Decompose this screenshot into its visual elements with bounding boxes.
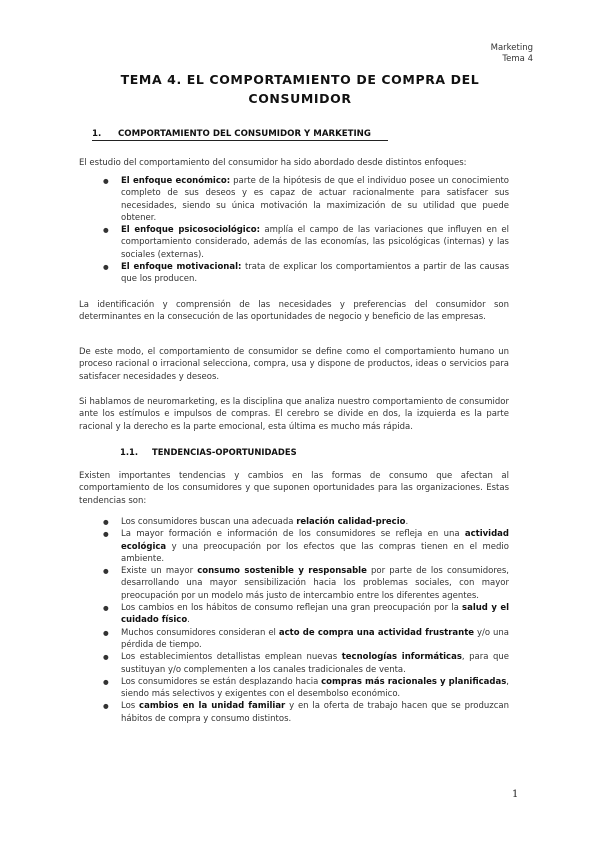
list-item-text: Los xyxy=(121,701,140,712)
list-item-text: Los consumidores buscan una adecuada xyxy=(121,517,297,527)
list-item xyxy=(79,700,509,725)
section-1-1-title: TENDENCIAS-OPORTUNIDADES xyxy=(152,447,297,457)
list-item-text: parte de la hipótesis de que el individuo posee un conocimiento completo de sus deseos y es capaz de actuar racionalmente para satisfacer sus necesidades, siendo su única motivación la maximización de su utilidad que puede obtener. xyxy=(121,176,509,223)
list-item-bold: cambios en la unidad familiar xyxy=(139,701,286,712)
enfoques-list xyxy=(79,175,509,286)
list-item-bold: El enfoque económico: xyxy=(121,176,231,186)
list-item-bold: consumo sostenible y responsable xyxy=(197,566,367,577)
list-item xyxy=(79,565,509,602)
section-1-number: 1. xyxy=(92,129,102,139)
list-item-bold: acto de compra una actividad frustrante xyxy=(278,627,475,638)
list-item xyxy=(79,627,509,652)
list-item xyxy=(79,651,509,676)
list-item-text: y en la oferta de trabajo hacen que se produzcan hábitos de compra y consumo distintos. xyxy=(121,701,510,724)
section-1-1-heading xyxy=(120,447,297,457)
list-item-text: , siendo más selectivos y exigentes con el desembolso económico. xyxy=(121,676,509,700)
list-item-text: Los consumidores se están desplazando hacia xyxy=(121,676,322,687)
list-item-text: Los establecimientos detallistas emplean nuevas xyxy=(121,652,342,663)
tendencias-list xyxy=(79,516,509,725)
paragraph-definicion: De este modo, el comportamiento de consumidor se define como el comportamiento humano un proceso racional o irracional selecciona, compra, usa y dispone de productos, ideas o servicios para satisfacer necesidades y deseos. xyxy=(79,347,509,382)
list-item-text: y/o una pérdida de tiempo. xyxy=(121,627,510,650)
list-item xyxy=(79,224,509,261)
list-item-text: La mayor formación e información de los consumidores se refleja en una xyxy=(121,529,465,540)
section-1-heading xyxy=(92,129,388,141)
list-item xyxy=(79,602,509,627)
list-item-text: . xyxy=(405,517,409,527)
list-item-text: Muchos consumidores consideran el xyxy=(121,627,279,638)
list-item-text: y una preocupación por los efectos que las compras tienen en el medio ambiente. xyxy=(121,541,509,564)
list-item-bold: El enfoque psicosociológico: xyxy=(121,225,260,236)
list-item-bold: tecnologías informáticas xyxy=(341,652,462,663)
intro-paragraph: El estudio del comportamiento del consumidor ha sido abordado desde distintos enfoques: xyxy=(79,158,467,168)
page-title xyxy=(100,70,500,108)
list-item-text: . xyxy=(187,615,190,626)
list-item-bold: actividad ecológica xyxy=(121,529,509,552)
list-item-bold: El enfoque motivacional: xyxy=(121,262,242,273)
list-item xyxy=(79,516,509,528)
list-item-text: por parte de los consumidores, desarrollando una mayor sensibilización hacia los problemas sociales, con mayor preocupación por un modelo más justo de intercambio entre los diferentes agentes. xyxy=(121,566,510,601)
page-number: 1 xyxy=(512,789,519,800)
list-item-text: Existe un mayor xyxy=(121,566,198,577)
list-item-text: trata de explicar los comportamientos a partir de las causas que los producen. xyxy=(121,262,510,285)
section-1-title: COMPORTAMIENTO DEL CONSUMIDOR Y MARKETING xyxy=(118,129,371,139)
list-item xyxy=(79,261,509,286)
header-topic: Tema 4 xyxy=(502,54,533,64)
running-header xyxy=(491,43,533,65)
paragraph-neuromarketing: Si hablamos de neuromarketing, es la disciplina que analiza nuestro comportamiento de consumidor ante los estímulos e impulsos de compras. El cerebro se divide en dos, la izquierda es la parte racional y la derecho es la parte emocional, esta última es mucho más rápida. xyxy=(79,397,509,432)
list-item-text: amplía el campo de las variaciones que influyen en el comportamiento considerado, además de las economías, las psicológicas (internas) y las sociales (externas). xyxy=(121,225,509,260)
list-item-text: Los cambios en los hábitos de consumo reflejan una gran preocupación por la xyxy=(121,603,463,614)
tendencias-intro-paragraph: Existen importantes tendencias y cambios en las formas de consumo que afectan al comportamiento de los consumidores y que suponen oportunidades para las organizaciones. Estas tendencias son: xyxy=(79,471,509,506)
header-subject: Marketing xyxy=(490,43,533,53)
list-item xyxy=(79,528,509,565)
list-item-bold: salud y el cuidado físico xyxy=(121,603,509,626)
title-line-2: CONSUMIDOR xyxy=(248,91,352,106)
title-line-1: TEMA 4. EL COMPORTAMIENTO DE COMPRA DEL xyxy=(120,72,480,87)
list-item-bold: compras más racionales y planificadas xyxy=(321,676,507,687)
list-item-text: , para que sustituyan y/o complementen a los canales tradicionales de venta. xyxy=(121,652,509,675)
paragraph-necesidades: La identificación y comprensión de las necesidades y preferencias del consumidor son determinantes en la consecución de las oportunidades de negocio y beneficio de las empresas. xyxy=(79,300,509,323)
section-1-1-number: 1.1. xyxy=(120,447,139,457)
list-item xyxy=(79,175,509,224)
list-item xyxy=(79,676,509,701)
list-item-bold: relación calidad-precio xyxy=(296,517,406,527)
